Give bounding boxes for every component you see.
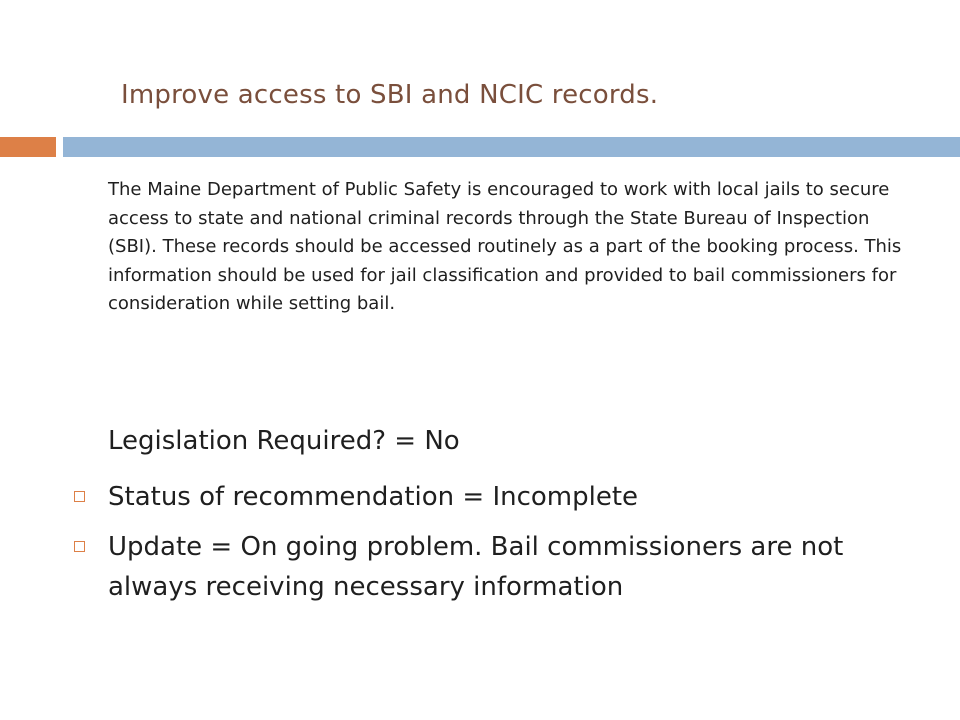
slide-title: Improve access to SBI and NCIC records. [121,80,659,110]
legislation-line: Legislation Required? = No [108,426,460,456]
square-bullet-icon [74,491,85,502]
bullet-status-text: Status of recommendation = Incomplete [108,482,639,512]
bullet-update-text: Update = On going problem. Bail commissioners are not always receiving necessary information [108,532,844,602]
body-paragraph: The Maine Department of Public Safety is encouraged to work with local jails to secure access to state and national criminal records through the State Bureau of Inspection (SBI). These records should be accessed routinely as a part of the booking process. This information should be used for jail classification and provided to bail commissioners for consideration while setting bail. [108,179,902,315]
title-rule-accent [0,137,56,157]
bullet-update [70,527,930,607]
bullet-list [70,477,930,617]
bullet-status [70,477,930,517]
title-rule-bar [63,137,960,157]
square-bullet-icon [74,541,85,552]
